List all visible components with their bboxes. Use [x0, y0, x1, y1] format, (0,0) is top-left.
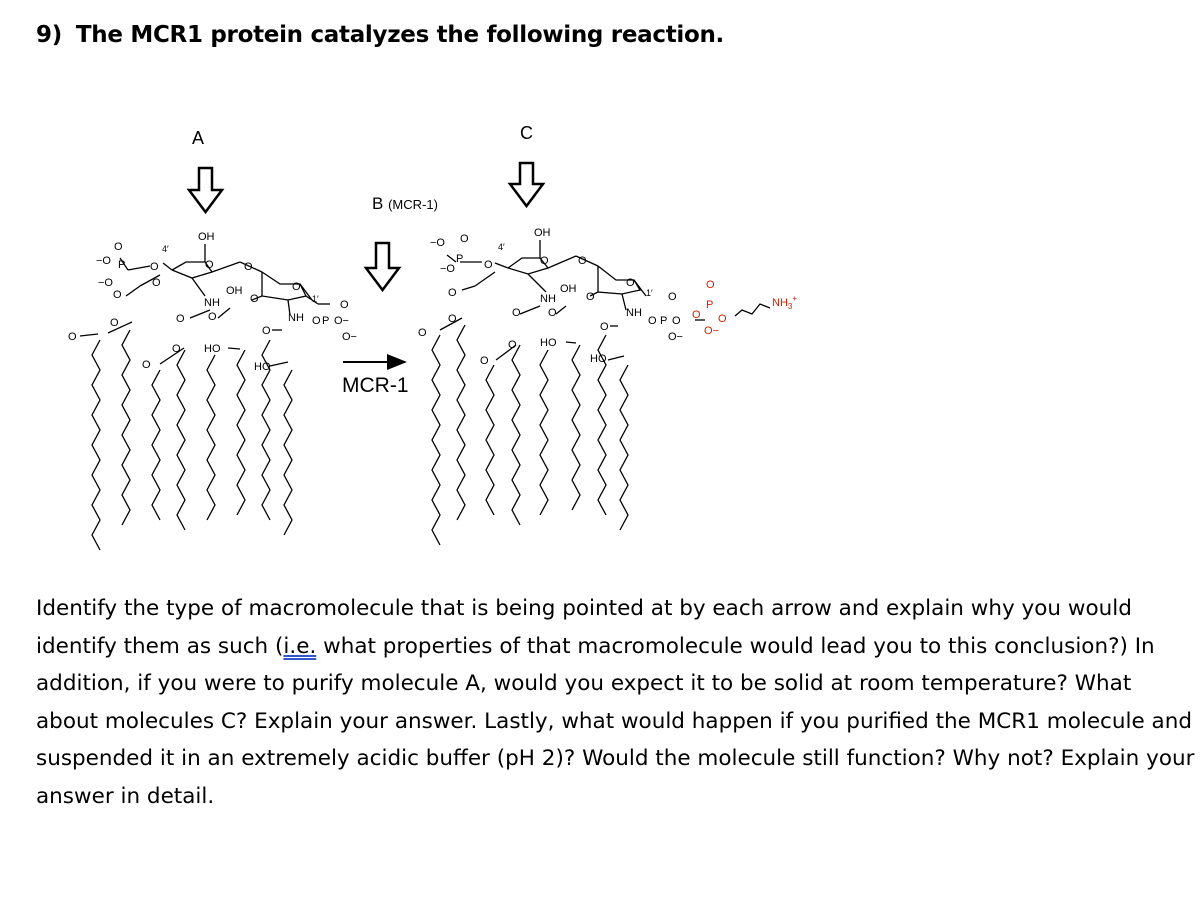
- arrow-a-icon: [189, 168, 222, 212]
- svg-text:O: O: [250, 293, 259, 305]
- svg-text:O: O: [176, 313, 185, 325]
- svg-text:O−: O−: [342, 331, 357, 343]
- svg-text:4′: 4′: [162, 244, 169, 254]
- svg-text:O: O: [292, 281, 301, 293]
- label-a: A: [192, 128, 205, 148]
- fatty-chain: [152, 370, 160, 520]
- arrow-c-icon: [510, 163, 543, 206]
- svg-text:O: O: [172, 343, 181, 355]
- svg-text:O: O: [540, 255, 549, 267]
- svg-text:O: O: [508, 339, 517, 351]
- svg-text:P: P: [706, 299, 714, 311]
- svg-text:O: O: [110, 317, 119, 329]
- svg-text:OH: OH: [560, 283, 577, 295]
- svg-text:O: O: [205, 259, 214, 271]
- svg-text:O: O: [208, 311, 217, 323]
- svg-text:O: O: [68, 331, 77, 343]
- substrate-atom-labels: [68, 231, 357, 373]
- question-number: 9): [36, 22, 62, 48]
- svg-text:NH: NH: [540, 293, 556, 305]
- svg-text:O: O: [114, 241, 123, 253]
- fatty-chain: [512, 345, 520, 525]
- svg-text:O: O: [150, 261, 159, 273]
- svg-text:O−: O−: [668, 331, 683, 343]
- svg-text:−O: −O: [96, 255, 111, 267]
- svg-text:1′: 1′: [312, 294, 319, 304]
- fatty-chain: [207, 355, 215, 520]
- svg-text:HO: HO: [590, 353, 607, 365]
- svg-text:O: O: [262, 325, 271, 337]
- svg-text:OH: OH: [198, 231, 215, 243]
- svg-text:−O: −O: [98, 277, 113, 289]
- svg-text:O: O: [718, 313, 727, 325]
- svg-text:OH: OH: [534, 227, 551, 239]
- label-b-subtitle: (MCR-1): [388, 197, 438, 212]
- svg-text:O: O: [648, 315, 657, 327]
- svg-text:P: P: [456, 253, 464, 265]
- question-heading: The MCR1 protein catalyzes the following reaction.: [75, 22, 724, 48]
- svg-text:1′: 1′: [646, 288, 653, 298]
- fatty-chain: [620, 365, 628, 530]
- svg-text:O: O: [113, 289, 122, 301]
- fatty-chain: [237, 350, 245, 515]
- fatty-chain: [540, 350, 548, 515]
- svg-text:P: P: [660, 315, 668, 327]
- product-atom-labels: [418, 227, 797, 367]
- svg-text:NH3+: $NH_3^+$: [772, 294, 798, 311]
- product-modified-lipid-a: [432, 240, 770, 545]
- svg-text:P: P: [322, 315, 330, 327]
- svg-text:O: O: [142, 359, 151, 371]
- svg-text:O: O: [448, 313, 457, 325]
- fatty-chain: [122, 330, 130, 525]
- question-part-1: Identify the type of macromolecule that is being pointed at by each arrow and explain why you would identify them as such (: [36, 596, 1132, 659]
- svg-text:O−: O−: [704, 325, 719, 337]
- svg-text:NH: NH: [626, 307, 642, 319]
- question-underlined-ie: i.e.: [283, 633, 317, 659]
- label-b-letter: B: [372, 194, 384, 213]
- svg-text:O: O: [244, 261, 253, 273]
- svg-text:OH: OH: [226, 285, 243, 297]
- question-body: [36, 590, 1196, 815]
- svg-text:HO: HO: [540, 337, 557, 349]
- fatty-chain: [432, 335, 440, 545]
- svg-text:HO: HO: [204, 343, 221, 355]
- svg-text:O: O: [600, 321, 609, 333]
- svg-text:P: P: [118, 259, 126, 271]
- svg-text:−O: −O: [430, 237, 445, 249]
- fatty-chain: [284, 370, 292, 535]
- svg-text:HO: HO: [254, 361, 271, 373]
- svg-text:O: O: [448, 287, 457, 299]
- svg-text:NH: NH: [204, 297, 220, 309]
- svg-text:O: O: [512, 307, 521, 319]
- svg-text:−O: −O: [440, 263, 455, 275]
- label-c: C: [520, 123, 533, 143]
- svg-text:O: O: [672, 315, 681, 327]
- svg-text:O: O: [706, 279, 715, 291]
- svg-text:O: O: [418, 327, 427, 339]
- fatty-chain: [572, 345, 580, 510]
- fatty-chain: [177, 350, 185, 530]
- svg-text:O: O: [484, 259, 493, 271]
- svg-text:O: O: [460, 233, 469, 245]
- svg-text:4′: 4′: [498, 242, 505, 252]
- svg-text:O: O: [692, 309, 701, 321]
- svg-text:O−: O−: [334, 315, 349, 327]
- question-part-2: what properties of that macromolecule would lead you to this conclusion?) In addition, if you were to purify molecule A, would you expect it to be solid at room temperature? What about molecules C? Explain your answer. Lastly, what would happen if you purified the MCR1 molecule and suspended it in an extremely acidic buffer (pH 2)? Would the molecule still function? Why not? Explain your answer in detail.: [36, 633, 1195, 809]
- svg-text:O: O: [152, 277, 161, 289]
- svg-text:O: O: [340, 299, 349, 311]
- svg-text:O: O: [312, 315, 321, 327]
- arrow-b-icon: [366, 243, 399, 290]
- svg-text:O: O: [668, 291, 677, 303]
- fatty-chain: [457, 325, 465, 520]
- fatty-chain: [486, 365, 494, 515]
- svg-text:O: O: [480, 355, 489, 367]
- svg-text:O: O: [586, 291, 595, 303]
- svg-text:O: O: [548, 307, 557, 319]
- svg-text:NH: NH: [288, 312, 304, 324]
- fatty-chain: [92, 340, 100, 550]
- svg-text:O: O: [626, 277, 635, 289]
- svg-text:O: O: [578, 255, 587, 267]
- reaction-arrow-label: MCR-1: [342, 374, 409, 397]
